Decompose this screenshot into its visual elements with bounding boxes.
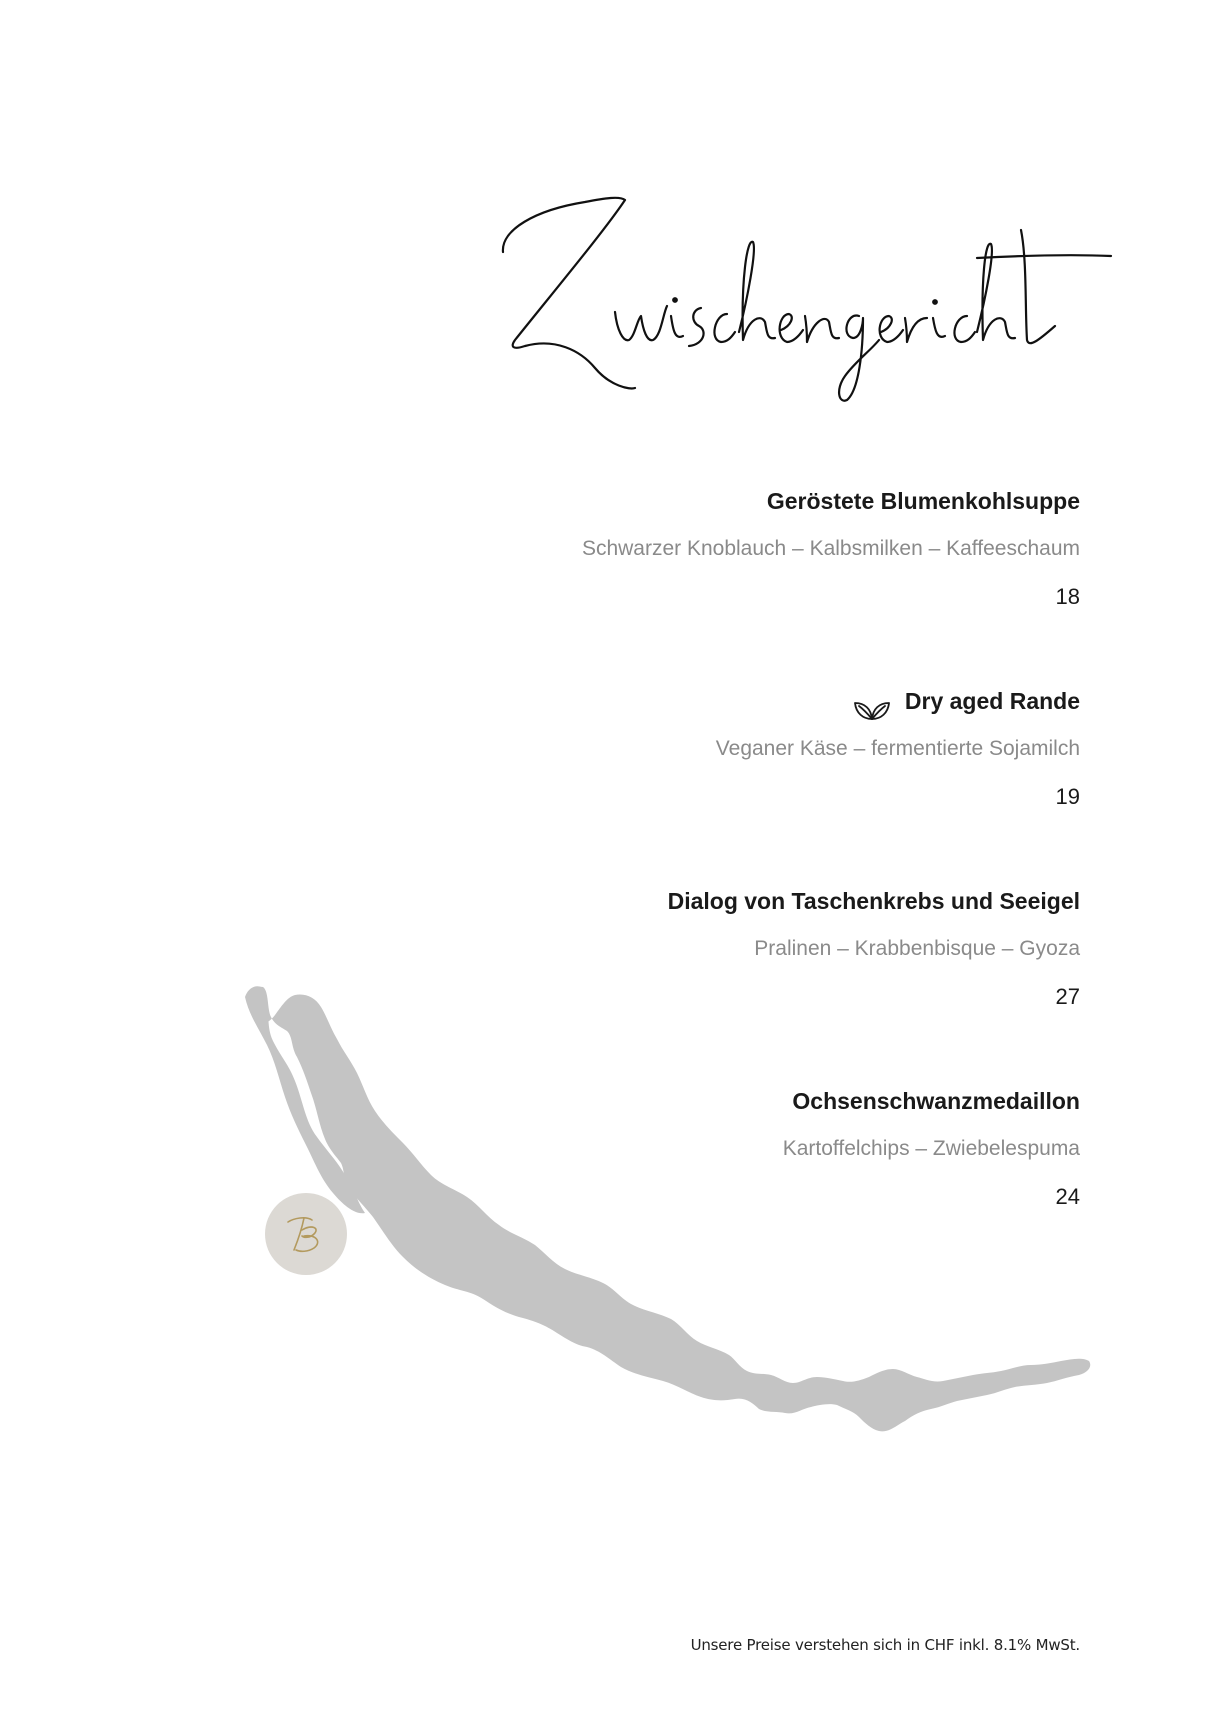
menu-item [380, 478, 1080, 678]
price-footnote: Unsere Preise verstehen sich in CHF inkl. 8.1% MwSt. [690, 1636, 1080, 1654]
dish-description: Pralinen – Krabbenbisque – Gyoza [754, 937, 1080, 960]
dish-name [380, 878, 1080, 924]
dish-price: 24 [1055, 1184, 1080, 1209]
page-title-script [495, 190, 1115, 420]
dish-name-text: Geröstete Blumenkohlsuppe [766, 488, 1080, 514]
dish-price: 19 [1055, 784, 1080, 809]
dish-description: Veganer Käse – fermentierte Sojamilch [715, 737, 1080, 760]
dish-description: Schwarzer Knoblauch – Kalbsmilken – Kaffeeschaum [581, 537, 1080, 560]
title-calligraphy [495, 190, 1115, 420]
dish-name [380, 1078, 1080, 1124]
dish-name-text: Dry aged Rande [904, 688, 1080, 714]
menu-item [380, 678, 1080, 878]
dish-name [380, 478, 1080, 524]
dish-description: Kartoffelchips – Zwiebelespuma [782, 1137, 1080, 1160]
dish-name-text: Dialog von Taschenkrebs und Seeigel [667, 888, 1080, 914]
dish-price: 18 [1055, 584, 1080, 609]
dish-name-text: Ochsenschwanzmedaillon [792, 1088, 1080, 1114]
dish-name [380, 678, 1080, 724]
restaurant-logo [265, 1193, 347, 1275]
menu-list [380, 478, 1080, 1278]
menu-item [380, 878, 1080, 1078]
b-monogram-icon [282, 1210, 330, 1258]
menu-item [380, 1078, 1080, 1278]
vegan-leaf-icon [853, 690, 891, 712]
dish-price: 27 [1055, 984, 1080, 1009]
